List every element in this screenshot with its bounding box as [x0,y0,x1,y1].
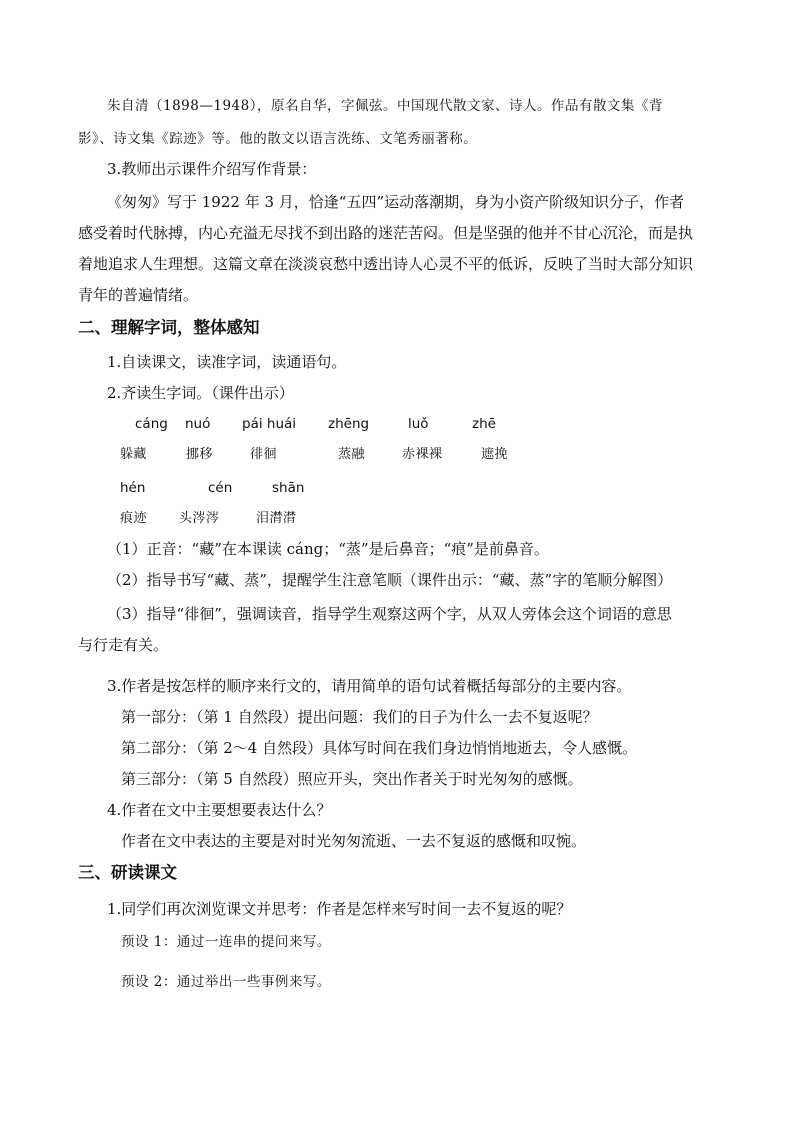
note-2: （2）指导书写“藏、蒸”，提醒学生注意笔顺（课件出示：“藏、蒸”字的笔顺分解图） [107,571,673,589]
pinyin: nuó [185,416,211,432]
vocab-word: 头涔涔 [179,511,220,526]
background-line-1: 《匆匆》写于 1922 年 3 月，恰逢“五四”运动落潮期，身为小资产阶级知识分子，作者 [107,193,685,211]
pinyin: cáng [135,416,168,432]
note-3-line-1: （3）指导“徘徊”，强调读音，指导学生观察这两个字，从双人旁体会这个词语的意思 [107,605,672,623]
background-line-3: 着地追求人生理想。这篇文章在淡淡哀愁中透出诗人心灵不平的低诉，反映了当时大部分知识 [78,255,694,273]
vocab-word: 挪移 [186,447,214,462]
preset-1: 预设 1：通过一连串的提问来写。 [121,934,331,950]
list-item: 2.齐读生字词。（课件出示） [107,384,294,402]
vocab-word: 躲藏 [120,447,148,462]
background-line-2: 感受着时代脉搏，内心充溢无尽找不到出路的迷茫苦闷。但是坚强的他并不甘心沉沦，而是执 [78,224,694,242]
note-1: （1）正音：“藏”在本课读 cáng；“蒸”是后鼻音；“痕”是前鼻音。 [107,540,549,558]
vocab-word: 痕迹 [120,511,148,526]
list-item: 1.同学们再次浏览课文并思考：作者是怎样来写时间一去不复返的呢？ [107,900,572,918]
answer-4: 作者在文中表达的主要是对时光匆匆流逝、一去不复返的感慨和叹惋。 [121,832,587,850]
vocab-word: 蒸融 [338,447,366,462]
author-line-1: 朱自清（1898—1948），原名自华，字佩弦。中国现代散文家、诗人。作品有散文集《背 [107,98,663,114]
pinyin: zhē [472,416,496,432]
section-heading-2: 二、理解字词，整体感知 [78,318,260,337]
step-3: 3.教师出示课件介绍写作背景： [107,160,317,178]
preset-2: 预设 2：通过举出一些事例来写。 [121,974,331,990]
note-3-line-2: 与行走有关。 [78,636,169,654]
vocab-word: 赤裸裸 [402,447,443,462]
vocab-word: 遮挽 [481,447,509,462]
vocab-word: 泪潸潸 [256,511,297,526]
background-line-4: 青年的普遍情绪。 [78,286,199,304]
pinyin: shān [272,480,305,496]
list-item: 4.作者在文中主要想要表达什么？ [107,801,332,819]
part-3: 第三部分：（第 5 自然段）照应开头，突出作者关于时光匆匆的感慨。 [121,770,583,788]
pinyin: hén [120,480,146,496]
list-item: 1.自读课文，读准字词，读通语句。 [107,353,347,371]
part-2: 第二部分：（第 2～4 自然段）具体写时间在我们身边悄悄地逝去，令人感慨。 [121,739,638,757]
list-item: 3.作者是按怎样的顺序来行文的，请用简单的语句试着概括每部分的主要内容。 [107,677,632,695]
pinyin: luǒ [408,416,429,432]
pinyin: cén [208,480,233,496]
pinyin: zhēng [328,416,370,432]
author-line-2: 影》、诗文集《踪迹》等。他的散文以语言洗练、文笔秀丽著称。 [78,131,478,147]
vocab-word: 徘徊 [250,447,278,462]
pinyin: pái huái [242,416,297,432]
section-heading-3: 三、研读课文 [78,863,177,882]
part-1: 第一部分：（第 1 自然段）提出问题：我们的日子为什么一去不复返呢？ [121,708,598,726]
